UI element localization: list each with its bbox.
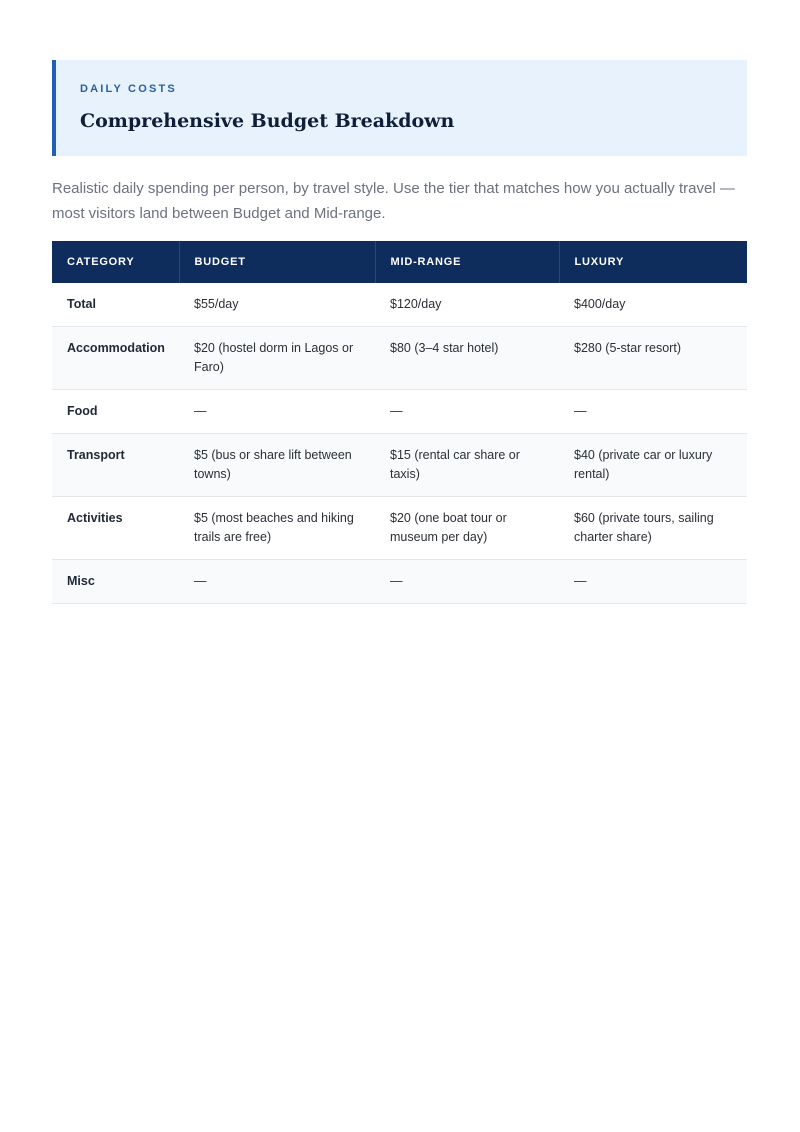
row-luxury: $40 (private car or luxury rental) [559,434,747,497]
section-intro: Realistic daily spending per person, by travel style. Use the tier that matches how you actually travel — most visitors land between Budget and Mid-range. [52,180,735,222]
row-luxury: $280 (5-star resort) [559,327,747,390]
section-eyebrow: DAILY COSTS [80,83,177,95]
row-category: Accommodation [52,327,179,390]
header-category: CATEGORY [52,241,179,283]
header-budget: BUDGET [179,241,375,283]
row-luxury: $60 (private tours, sailing charter share) [559,497,747,560]
section-banner [52,60,747,156]
section-title: Comprehensive Budget Breakdown [80,110,455,132]
row-budget: $55/day [179,283,375,327]
row-budget: — [179,560,375,604]
row-category: Total [52,283,179,327]
row-luxury: $400/day [559,283,747,327]
budget-table [52,241,747,604]
table-row [52,560,747,604]
row-category: Misc [52,560,179,604]
row-category: Activities [52,497,179,560]
row-mid-range: $20 (one boat tour or museum per day) [375,497,559,560]
row-budget: — [179,390,375,434]
table-header [52,241,747,283]
row-budget: $5 (bus or share lift between towns) [179,434,375,497]
row-budget: $20 (hostel dorm in Lagos or Faro) [179,327,375,390]
row-category: Food [52,390,179,434]
row-mid-range: — [375,560,559,604]
row-luxury: — [559,390,747,434]
row-luxury: — [559,560,747,604]
row-category: Transport [52,434,179,497]
row-mid-range: $80 (3–4 star hotel) [375,327,559,390]
budget-section [52,60,747,604]
row-mid-range: — [375,390,559,434]
table-header-row [52,241,747,283]
table-row [52,434,747,497]
table-row [52,497,747,560]
row-mid-range: $120/day [375,283,559,327]
table-row [52,283,747,327]
row-mid-range: $15 (rental car share or taxis) [375,434,559,497]
table-body [52,283,747,604]
header-luxury: LUXURY [559,241,747,283]
header-mid-range: MID-RANGE [375,241,559,283]
table-row [52,390,747,434]
row-budget: $5 (most beaches and hiking trails are free) [179,497,375,560]
table-row [52,327,747,390]
